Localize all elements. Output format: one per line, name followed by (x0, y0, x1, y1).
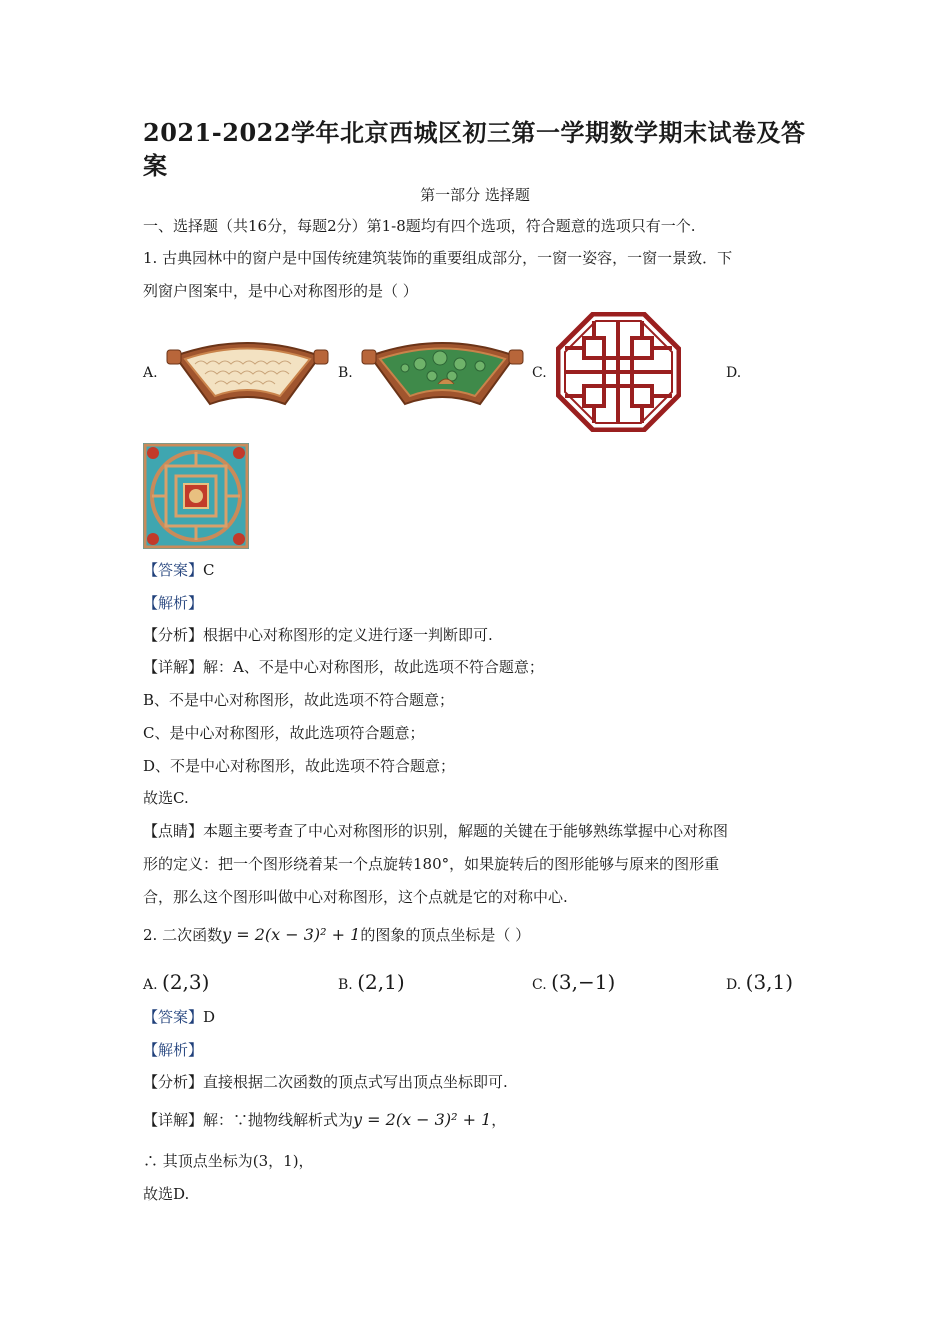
answer-tag: 【答案】 (143, 1008, 204, 1026)
q2-formula: y = 2(x − 3)² + 1 (222, 925, 361, 944)
page-title: 2021-2022学年北京西城区初三第一学期数学期末试卷及答案 (143, 118, 806, 180)
q1-option-b-label: B. (338, 365, 353, 381)
q2-option-d (726, 970, 793, 994)
detail-text-a: 解：A、不是中心对称图形，故此选项不符合题意； (203, 658, 544, 676)
q1-detail-b: B、不是中心对称图形，故此选项不符合题意； (143, 691, 455, 709)
q1-analysis (143, 593, 203, 613)
fenxi-text: 直接根据二次函数的顶点式写出顶点坐标即可. (203, 1073, 508, 1091)
q1-option-a-label: A. (143, 365, 158, 381)
q2-option-a-value: (2,3) (162, 970, 210, 994)
part-intro: 一、选择题（共16分，每题2分）第1-8题均有四个选项，符合题意的选项只有一个. (143, 217, 696, 235)
q2-answer (143, 1007, 215, 1027)
comment-text-1: 本题主要考查了中心对称图形的识别，解题的关键在于能够熟练掌握中心对称图 (203, 822, 729, 840)
comment-tag: 【点睛】 (143, 822, 204, 840)
fenxi-text: 根据中心对称图形的定义进行逐一判断即可. (203, 626, 493, 644)
q2-option-b-value: (2,1) (357, 970, 405, 994)
fan-window-image-b (360, 334, 525, 409)
q1-comment-line1 (143, 821, 728, 841)
q2-option-c-label: C. (532, 977, 547, 993)
q2-option-d-label: D. (726, 977, 742, 993)
answer-tag: 【答案】 (143, 561, 204, 579)
q1-conclusion: 故选C. (143, 789, 189, 807)
q2-option-b (338, 970, 405, 994)
analysis-tag: 【解析】 (143, 594, 204, 612)
q2-analysis (143, 1040, 203, 1060)
q1-option-d-label: D. (726, 365, 742, 381)
q2-therefore: ∴ 其顶点坐标为(3，1)， (143, 1152, 314, 1170)
q1-detail-c: C、是中心对称图形，故此选项符合题意； (143, 724, 425, 742)
q2-conclusion: 故选D. (143, 1185, 190, 1203)
q1-stem-line2: 列窗户图案中，是中心对称图形的是（ ） (143, 282, 418, 300)
q2-fenxi (143, 1072, 508, 1092)
detail-prefix: 解：∵抛物线解析式为 (203, 1111, 354, 1129)
q2-stem-prefix: 2. 二次函数 (143, 926, 223, 944)
q2-stem (143, 925, 530, 945)
q2-option-c (532, 970, 615, 994)
detail-suffix: ， (491, 1111, 507, 1129)
q1-answer (143, 560, 215, 580)
analysis-tag: 【解析】 (143, 1041, 204, 1059)
fenxi-tag: 【分析】 (143, 626, 204, 644)
q1-comment-line3: 合，那么这个图形叫做中心对称图形，这个点就是它的对称中心. (143, 888, 568, 906)
fenxi-tag: 【分析】 (143, 1073, 204, 1091)
q2-option-a (143, 970, 209, 994)
q1-stem-line1: 1. 古典园林中的窗户是中国传统建筑装饰的重要组成部分，一窗一姿容，一窗一景致．下 (143, 249, 733, 267)
q2-option-a-label: A. (143, 977, 158, 993)
detail-tag: 【详解】 (143, 658, 204, 676)
section-heading: 第一部分 选择题 (420, 186, 530, 204)
fan-window-image-a (165, 334, 330, 409)
square-window-image-d (143, 443, 249, 549)
octagon-window-image-c (556, 312, 681, 432)
detail-formula: y = 2(x − 3)² + 1 (353, 1110, 492, 1129)
q2-stem-suffix: 的图象的顶点坐标是（ ） (360, 926, 531, 944)
q1-option-c-label: C. (532, 365, 547, 381)
q2-detail (143, 1110, 506, 1130)
q1-detail-d: D、不是中心对称图形，故此选项不符合题意； (143, 757, 456, 775)
q1-fenxi (143, 625, 493, 645)
q2-option-b-label: B. (338, 977, 353, 993)
answer-value: C (203, 561, 215, 579)
answer-value: D (203, 1008, 216, 1026)
q1-detail-a (143, 657, 544, 677)
detail-tag: 【详解】 (143, 1111, 204, 1129)
q1-comment-line2: 形的定义：把一个图形绕着某一个点旋转180°，如果旋转后的图形能够与原来的图形重 (143, 855, 720, 873)
q2-option-c-value: (3,−1) (551, 970, 616, 994)
q2-option-d-value: (3,1) (745, 970, 794, 994)
